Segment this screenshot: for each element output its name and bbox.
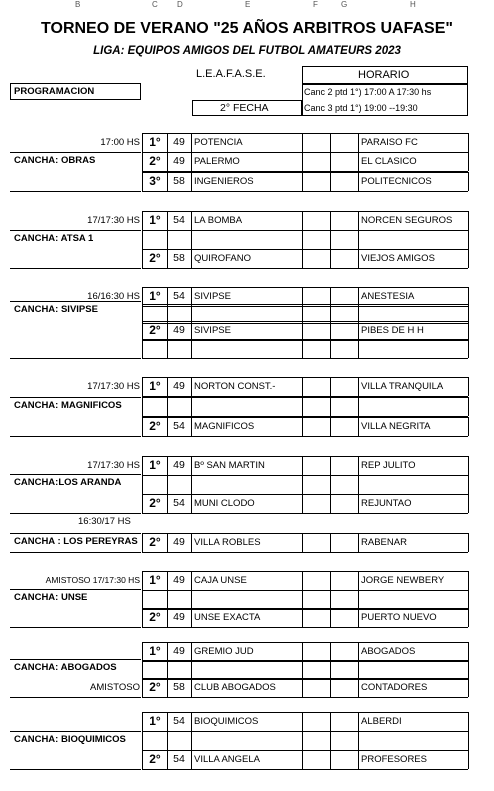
column-border [330,321,331,340]
column-border [191,590,192,609]
home-team: CAJA UNSE [194,575,247,586]
column-border [358,678,359,697]
column-border [167,590,168,609]
cancha-label: CANCHA: UNSE [14,592,88,603]
match-category: 49 [173,324,185,336]
row-bottom-border [142,769,468,770]
home-team: NORTON CONST.- [194,381,276,392]
away-team: RABENAR [361,537,407,548]
row-bottom-border [142,697,468,698]
match-category: 54 [173,715,185,727]
away-team: REP JULITO [361,460,416,471]
column-header-b[interactable]: B [75,0,81,9]
column-border [468,533,469,552]
column-border [302,494,303,513]
match-order: 2° [149,535,161,549]
column-border [358,397,359,416]
match-order: 2° [149,496,161,510]
home-team: LA BOMBA [194,215,243,226]
column-border [330,249,331,268]
cancha-label: CANCHA: BIOQUIMICOS [14,734,126,745]
column-border [358,377,359,396]
column-border [191,456,192,475]
away-team: ALBERDI [361,716,402,727]
column-border [358,571,359,590]
column-border [330,571,331,590]
match-category: 49 [173,136,185,148]
cancha-row-border [10,397,141,398]
match-order: 1° [149,714,161,728]
column-border [358,712,359,731]
column-border [142,731,143,750]
column-border [330,377,331,396]
column-border [191,678,192,697]
match-order: 3° [149,174,161,188]
column-border [167,475,168,494]
column-border [142,660,143,679]
column-border [191,750,192,769]
away-team: VILLA NEGRITA [361,421,431,432]
column-border [191,533,192,552]
column-border [358,642,359,661]
column-border [468,712,469,731]
column-border [302,750,303,769]
column-border [191,608,192,627]
column-border [167,397,168,416]
leafase-label: L.E.A.F.A.S.E. [196,68,266,80]
column-border [468,571,469,590]
column-border [330,750,331,769]
column-border [330,172,331,191]
home-team: INGENIEROS [194,176,254,187]
match-order: 1° [149,379,161,393]
column-border [167,660,168,679]
column-border [468,608,469,627]
match-category: 49 [173,536,185,548]
away-team: NORCEN SEGUROS [361,215,453,226]
column-border [191,397,192,416]
column-border [302,172,303,191]
column-border [302,608,303,627]
column-border [468,377,469,396]
match-order: 1° [149,458,161,472]
column-border [191,133,192,152]
match-time: 17/17:30 HS [87,381,140,392]
horario-label: HORARIO [358,69,410,81]
column-border [330,590,331,609]
cancha-row-border [10,731,141,732]
row-bottom-border [142,552,468,553]
column-border [358,230,359,249]
column-border [330,712,331,731]
away-team: PUERTO NUEVO [361,612,437,623]
column-border [330,731,331,750]
away-team: PROFESORES [361,754,427,765]
column-border [468,660,469,679]
column-border [468,590,469,609]
column-border [468,750,469,769]
programacion-label: PROGRAMACION [14,86,95,97]
column-border [468,321,469,340]
column-border [468,249,469,268]
group-separator [10,268,141,269]
fecha-label: 2° FECHA [220,102,269,114]
match-order: 1° [149,135,161,149]
column-border [468,133,469,152]
column-border [302,152,303,171]
match-order: 1° [149,289,161,303]
match-category: 49 [173,459,185,471]
column-border [468,731,469,750]
match-order: 1° [149,644,161,658]
column-border [302,230,303,249]
column-border [330,660,331,679]
match-order: 2° [149,680,161,694]
group-separator [10,697,141,698]
column-border [330,397,331,416]
column-border [191,249,192,268]
column-border [358,590,359,609]
page-title: TORNEO DE VERANO "25 AÑOS ARBITROS UAFASE" [41,20,453,37]
away-team: ABOGADOS [361,646,416,657]
column-border [142,397,143,416]
column-border [302,642,303,661]
column-border [302,211,303,230]
column-border [191,494,192,513]
column-border [302,377,303,396]
home-team: BIOQUIMICOS [194,716,259,727]
column-border [468,642,469,661]
column-border [468,475,469,494]
column-border [330,230,331,249]
column-border [358,608,359,627]
column-border [358,475,359,494]
away-team: VILLA TRANQUILA [361,381,444,392]
column-border [358,249,359,268]
column-border [358,211,359,230]
match-category: 49 [173,611,185,623]
column-border [468,494,469,513]
column-border [468,172,469,191]
home-team: GREMIO JUD [194,646,254,657]
column-border [191,642,192,661]
cancha-row-border [10,301,141,302]
column-border [191,211,192,230]
row-bottom-border [142,268,468,269]
column-border [142,590,143,609]
column-border [330,417,331,436]
column-border [358,731,359,750]
away-team: EL CLASICO [361,156,417,167]
column-border [302,249,303,268]
match-category: 54 [173,214,185,226]
home-team: PALERMO [194,156,240,167]
away-team: ANESTESIA [361,291,415,302]
cancha-row-border [10,659,141,660]
column-border [191,321,192,340]
column-border [302,712,303,731]
column-border [358,660,359,679]
column-border [167,230,168,249]
cancha-label: CANCHA:LOS ARANDA [14,477,122,488]
home-team: SIVIPSE [194,325,231,336]
column-border [302,571,303,590]
group-separator [10,769,141,770]
column-border [330,678,331,697]
match-order: 1° [149,213,161,227]
cancha-label: CANCHA: SIVIPSE [14,304,98,315]
column-border [358,172,359,191]
cancha-label: CANCHA: OBRAS [14,155,96,166]
column-border [330,152,331,171]
column-border [358,133,359,152]
match-time: 16:30/17 HS [78,516,131,527]
cancha-row-border [10,152,141,153]
row-bottom-border [142,627,468,628]
row-bottom-border [142,436,468,437]
away-team: PARAISO FC [361,137,418,148]
home-team: UNSE EXACTA [194,612,261,623]
column-border [191,712,192,731]
home-team: Bº SAN MARTIN [194,460,265,471]
match-category: 58 [173,252,185,264]
column-border [468,417,469,436]
column-border [358,750,359,769]
column-border [358,417,359,436]
match-category: 49 [173,155,185,167]
away-team: REJUNTAO [361,498,412,509]
column-border [191,339,192,358]
match-order: 2° [149,419,161,433]
column-border [167,731,168,750]
page-subtitle: LIGA: EQUIPOS AMIGOS DEL FUTBOL AMATEURS 2023 [93,45,401,57]
column-border [302,397,303,416]
match-time: 17/17:30 HS [87,460,140,471]
column-border [330,456,331,475]
column-border [191,377,192,396]
column-border [302,660,303,679]
home-team: CLUB ABOGADOS [194,682,276,693]
column-border [468,397,469,416]
column-header-f[interactable]: F [313,0,318,9]
column-border [191,660,192,679]
match-category: 54 [173,753,185,765]
match-order: 2° [149,323,161,337]
column-border [191,731,192,750]
away-team: JORGE NEWBERY [361,575,445,586]
match-order: 2° [149,610,161,624]
column-border [468,211,469,230]
group-separator [10,552,141,553]
column-border [330,475,331,494]
column-border [302,321,303,340]
column-border [191,571,192,590]
match-category: 58 [173,681,185,693]
cancha-row-border [10,230,141,231]
home-team: VILLA ROBLES [194,537,261,548]
match-time: AMISTOSO [90,682,140,693]
match-category: 49 [173,574,185,586]
group-separator [10,627,141,628]
home-team: QUIROFANO [194,253,252,264]
column-border [302,731,303,750]
column-border [358,152,359,171]
match-category: 49 [173,645,185,657]
column-border [330,133,331,152]
match-order: 2° [149,251,161,265]
column-border [191,230,192,249]
column-border [191,417,192,436]
group-separator [10,513,141,514]
column-border [330,494,331,513]
column-border [468,339,469,358]
row-bottom-border [142,358,468,359]
canc-line-1: Canc 2 ptd 1°) 17:00 A 17:30 hs [304,87,432,97]
column-header-h[interactable]: H [410,0,416,9]
column-border [358,339,359,358]
column-border [302,533,303,552]
group-separator [10,358,141,359]
column-border [142,339,143,358]
column-border [302,456,303,475]
column-border [191,475,192,494]
match-time: 16/16:30 HS [87,291,140,302]
away-team: VIEJOS AMIGOS [361,253,435,264]
column-border [142,475,143,494]
column-border [302,475,303,494]
column-border [468,456,469,475]
home-team: SIVIPSE [194,291,231,302]
column-border [302,678,303,697]
home-team: MAGNIFICOS [194,421,255,432]
match-category: 49 [173,380,185,392]
match-order: 2° [149,752,161,766]
column-border [302,339,303,358]
match-order: 1° [149,573,161,587]
column-border [191,152,192,171]
cancha-row-border [10,533,141,534]
column-border [358,533,359,552]
row-bottom-border [142,191,468,192]
column-border [142,230,143,249]
column-header-d[interactable]: D [177,0,183,9]
match-time: 17:00 HS [100,137,140,148]
cancha-row-border [10,474,141,475]
column-border [358,494,359,513]
match-category: 58 [173,175,185,187]
column-border [330,211,331,230]
column-border [302,590,303,609]
column-border [330,608,331,627]
column-border [330,533,331,552]
column-border [191,172,192,191]
away-team: PIBES DE H H [361,325,424,336]
column-border [330,339,331,358]
column-border [468,678,469,697]
column-border [468,152,469,171]
column-border [302,417,303,436]
match-category: 54 [173,290,185,302]
cancha-row-border [10,589,141,590]
column-border [358,456,359,475]
match-time: 17/17:30 HS [87,215,140,226]
column-header-c[interactable]: C [152,0,158,9]
away-team: POLITECNICOS [361,176,432,187]
group-separator [10,436,141,437]
row-bottom-border [142,513,468,514]
away-team: CONTADORES [361,682,428,693]
match-category: 54 [173,497,185,509]
cancha-label: CANCHA: ATSA 1 [14,233,94,244]
column-border [302,133,303,152]
canc-line-2: Canc 3 ptd 1°) 19:00 --19:30 [304,103,418,113]
column-border [330,642,331,661]
home-team: MUNI CLODO [194,498,255,509]
group-separator [10,191,141,192]
column-border [468,230,469,249]
home-team: VILLA ANGELA [194,754,261,765]
cancha-label: CANCHA : LOS PEREYRAS [14,536,138,547]
match-order: 2° [149,154,161,168]
home-team: POTENCIA [194,137,243,148]
column-border [167,339,168,358]
column-border [358,321,359,340]
column-header-g[interactable]: G [341,0,348,9]
cancha-label: CANCHA: MAGNIFICOS [14,400,122,411]
match-time: AMISTOSO 17/17:30 HS [45,575,140,585]
match-category: 54 [173,420,185,432]
cancha-label: CANCHA: ABOGADOS [14,662,117,673]
column-header-e[interactable]: E [245,0,251,9]
